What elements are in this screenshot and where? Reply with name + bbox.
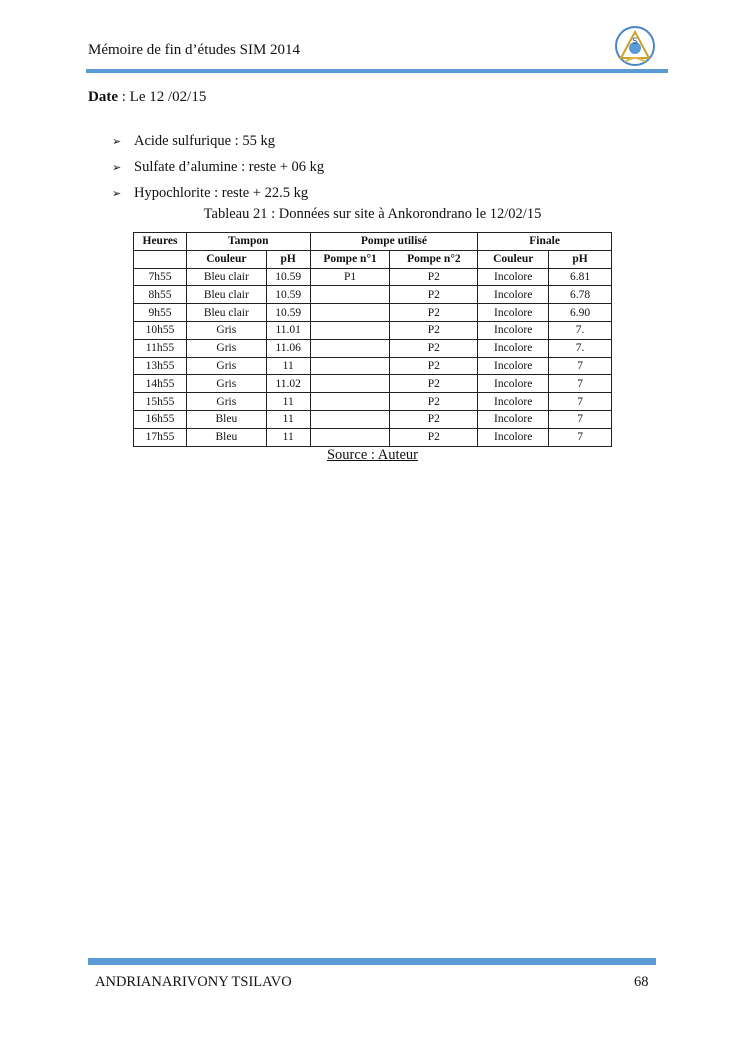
data-table [133,232,612,447]
table-row [134,375,612,393]
table-cell: 7 [549,357,612,375]
list-item-text: Hypochlorite : reste + 22.5 kg [134,184,309,201]
column-header: Heures [134,233,187,251]
table-cell: 7 [549,393,612,411]
table-cell [310,375,390,393]
table-row [134,286,612,304]
table-cell: P2 [390,286,478,304]
table-cell: Incolore [478,410,549,428]
column-header: pH [266,250,310,268]
arrow-bullet-icon: ➢ [112,161,122,174]
table-cell: Incolore [478,393,549,411]
table-cell: Incolore [478,321,549,339]
table-cell [310,339,390,357]
column-header: Couleur [186,250,266,268]
column-header: Finale [478,233,612,251]
table-cell: P2 [390,410,478,428]
table-cell: P2 [390,268,478,286]
table-cell: Bleu [186,428,266,446]
list-item [112,154,324,180]
column-header: Tampon [186,233,310,251]
list-item [112,128,324,154]
table-row [134,304,612,322]
table-cell: Gris [186,321,266,339]
table-cell: Bleu clair [186,286,266,304]
table-cell: 13h55 [134,357,187,375]
date-value: : Le 12 /02/15 [118,89,207,105]
table-cell: P2 [390,428,478,446]
table-cell: 16h55 [134,410,187,428]
table-cell [310,357,390,375]
table-cell: 14h55 [134,375,187,393]
table-cell: Gris [186,357,266,375]
table-cell: 7 [549,428,612,446]
table-cell [310,304,390,322]
table-cell: Incolore [478,304,549,322]
table-cell: 11 [266,428,310,446]
table-cell: P2 [390,375,478,393]
table-cell: P2 [390,393,478,411]
table-cell: P2 [390,357,478,375]
table-cell: P2 [390,321,478,339]
table-cell [310,393,390,411]
table-row [134,393,612,411]
table-cell: Gris [186,375,266,393]
table-cell: 11 [266,393,310,411]
table-cell: 7 [549,375,612,393]
table-cell: 6.81 [549,268,612,286]
table-sub-header-row [134,250,612,268]
table-cell: 11 [266,357,310,375]
header-title: Mémoire de fin d’études SIM 2014 [88,42,301,58]
bullet-list [112,128,324,206]
column-header [134,250,187,268]
table-cell: Bleu clair [186,268,266,286]
table-source: Source : Auteur [326,447,418,463]
table-cell: Bleu clair [186,304,266,322]
column-header: Pompe n°2 [390,250,478,268]
table-cell: 7. [549,321,612,339]
table-cell: 7 [549,410,612,428]
date-label: Date [88,89,118,105]
table-cell: P2 [390,339,478,357]
table-cell: 6.90 [549,304,612,322]
table-cell: 17h55 [134,428,187,446]
table-cell: Incolore [478,428,549,446]
table-cell: 7. [549,339,612,357]
table-cell: 11h55 [134,339,187,357]
table-cell: Gris [186,393,266,411]
table-cell: 11.02 [266,375,310,393]
table-cell: 7h55 [134,268,187,286]
table-row [134,428,612,446]
table-cell: 6.78 [549,286,612,304]
date-line [88,89,206,106]
table-cell [310,428,390,446]
table-cell: 10.59 [266,304,310,322]
table-cell: 9h55 [134,304,187,322]
table-cell [310,410,390,428]
footer-rule [88,958,656,965]
arrow-bullet-icon: ➢ [112,187,122,200]
table-cell: 10.59 [266,268,310,286]
table-row [134,357,612,375]
table-cell: Incolore [478,339,549,357]
table-cell: Incolore [478,286,549,304]
table-cell: Incolore [478,268,549,286]
header-rule [86,69,668,73]
footer-author: ANDRIANARIVONY TSILAVO [95,974,292,990]
table-cell [310,286,390,304]
table-cell: 15h55 [134,393,187,411]
list-item [112,180,324,206]
table-cell: Bleu [186,410,266,428]
column-header: Couleur [478,250,549,268]
table-row [134,339,612,357]
table-cell: 8h55 [134,286,187,304]
table-group-header-row [134,233,612,251]
page-number: 68 [634,974,649,990]
table-cell: Incolore [478,357,549,375]
table-row [134,268,612,286]
svg-text:S: S [632,37,638,47]
table-row [134,410,612,428]
column-header: pH [549,250,612,268]
arrow-bullet-icon: ➢ [112,135,122,148]
university-emblem-icon [613,24,657,68]
table-cell: 11 [266,410,310,428]
table-cell: 11.01 [266,321,310,339]
list-item-text: Sulfate d’alumine : reste + 06 kg [134,158,325,175]
table-cell: 10.59 [266,286,310,304]
list-item-text: Acide sulfurique : 55 kg [134,132,275,149]
table-caption: Tableau 21 : Données sur site à Ankorondrano le 12/02/15 [203,206,542,222]
table-cell: P2 [390,304,478,322]
table-cell: P1 [310,268,390,286]
table-row [134,321,612,339]
table-cell [310,321,390,339]
column-header: Pompe n°1 [310,250,390,268]
table-body [134,268,612,446]
table-cell: Incolore [478,375,549,393]
column-header: Pompe utilisé [310,233,478,251]
table-cell: Gris [186,339,266,357]
table-cell: 10h55 [134,321,187,339]
table-cell: 11.06 [266,339,310,357]
